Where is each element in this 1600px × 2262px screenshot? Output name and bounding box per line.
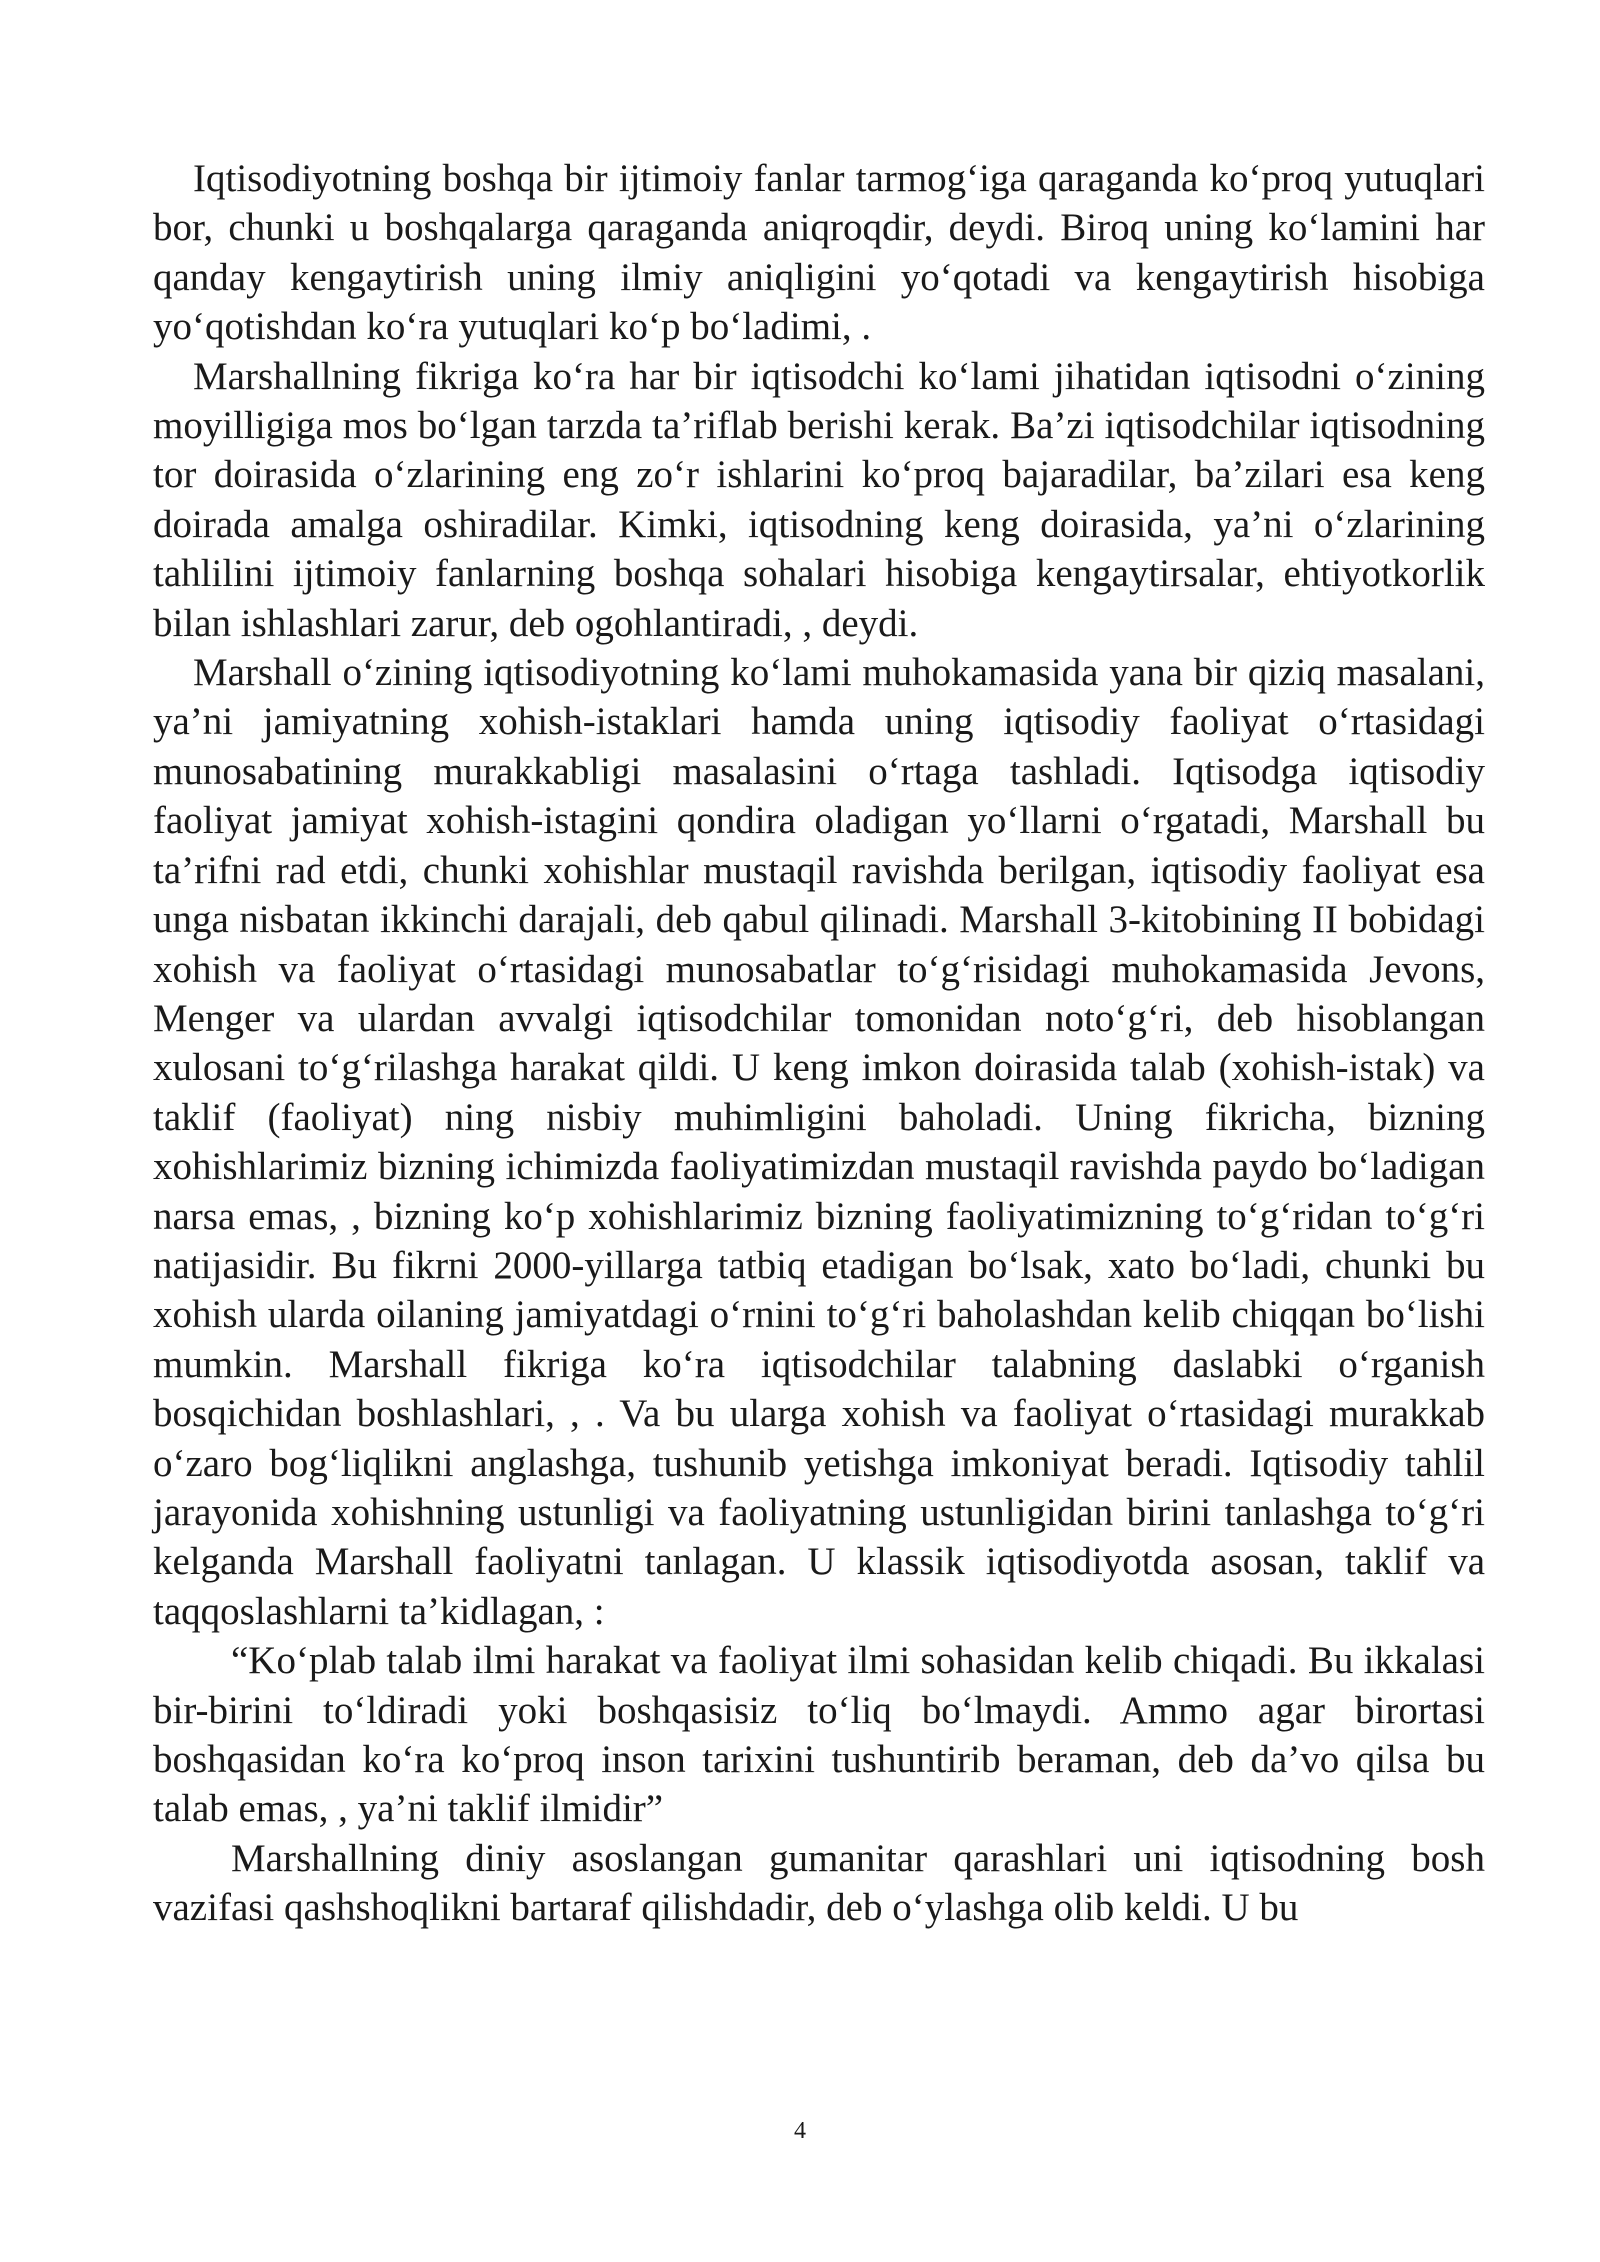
quote-paragraph: “Ko‘plab talab ilmi harakat va faoliyat ilmi sohasidan kelib chiqadi. Bu ikkalasi bir-birini to‘ldiradi yoki boshqasisiz to‘liq bo‘lmaydi. Ammo agar birortasi boshqasidan ko‘ra ko‘proq inson tarixini tushuntirib beraman, deb da’vo qilsa bu talab emas, , ya’ni taklif ilmidir” [153,1639,1485,1831]
paragraph-1: Iqtisodiyotning boshqa bir ijtimoiy fanlar tarmog‘iga qaraganda ko‘proq yutuqlari bor, chunki u boshqalarga qaraganda aniqroqdir, deydi. Biroq uning ko‘lamini har qanday kengaytirish uning ilmiy aniqligini yo‘qotadi va kengaytirish hisobiga yo‘qotishdan ko‘ra yutuqlari ko‘p bo‘ladimi, . [153,157,1485,349]
document-page [153,154,1485,1933]
paragraph-2: Marshallning fikriga ko‘ra har bir iqtisodchi ko‘lami jihatidan iqtisodni o‘zining moyilligiga mos bo‘lgan tarzda ta’riflab berishi kerak. Ba’zi iqtisodchilar iqtisodning tor doirasida o‘zlarining eng zo‘r ishlarini ko‘proq bajaradilar, ba’zilari esa keng doirada amalga oshiradilar. Kimki, iqtisodning keng doirasida, ya’ni o‘zlarining tahlilini ijtimoiy fanlarning boshqa sohalari hisobiga kengaytirsalar, ehtiyotkorlik bilan ishlashlari zarur, deb ogohlantiradi, , deydi. [153,354,1485,645]
paragraph-5: Marshallning diniy asoslangan gumanitar qarashlari uni iqtisodning bosh vazifasi qashshoqlikni bartaraf qilishdadir, deb o‘ylashga olib keldi. U bu [153,1836,1485,1930]
page-number: 4 [794,2118,806,2144]
paragraph-3: Marshall o‘zining iqtisodiyotning ko‘lami muhokamasida yana bir qiziq masalani, ya’ni jamiyatning xohish-istaklari hamda uning iqtisodiy faoliyat o‘rtasidagi munosabatining murakkabligi masalasini o‘rtaga tashladi. Iqtisodga iqtisodiy faoliyat jamiyat xohish-istagini qondira oladigan yo‘llarni o‘rgatadi, Marshall bu ta’rifni rad etdi, chunki xohishlar mustaqil ravishda berilgan, iqtisodiy faoliyat esa unga nisbatan ikkinchi darajali, deb qabul qilinadi. Marshall 3-kitobining II bobidagi xohish va faoliyat o‘rtasidagi munosabatlar to‘g‘risidagi muhokamasida Jevons, Menger va ulardan avvalgi iqtisodchilar tomonidan noto‘g‘ri, deb hisoblangan xulosani to‘g‘rilashga harakat qildi. U keng imkon doirasida talab (xohish-istak) va taklif (faoliyat) ning nisbiy muhimligini baholadi. Uning fikricha, bizning xohishlarimiz bizning ichimizda faoliyatimizdan mustaqil ravishda paydo bo‘ladigan narsa emas, , bizning ko‘p xohishlarimiz bizning faoliyatimizning to‘g‘ridan to‘g‘ri natijasidir. Bu fikrni 2000-yillarga tatbiq etadigan bo‘lsak, xato bo‘ladi, chunki bu xohish ularda oilaning jamiyatdagi o‘rnini to‘g‘ri baholashdan kelib chiqqan bo‘lishi mumkin. Marshall fikriga ko‘ra iqtisodchilar talabning daslabki o‘rganish bosqichidan boshlashlari, , . Va bu ularga xohish va faoliyat o‘rtasidagi murakkab o‘zaro bog‘liqlikni anglashga, tushunib yetishga imkoniyat beradi. Iqtisodiy tahlil jarayonida xohishning ustunligi va faoliyatning ustunligidan birini tanlashga to‘g‘ri kelganda Marshall faoliyatni tanlagan. U klassik iqtisodiyotda asosan, taklif va taqqoslashlarni ta’kidlagan, : [153,651,1485,1633]
